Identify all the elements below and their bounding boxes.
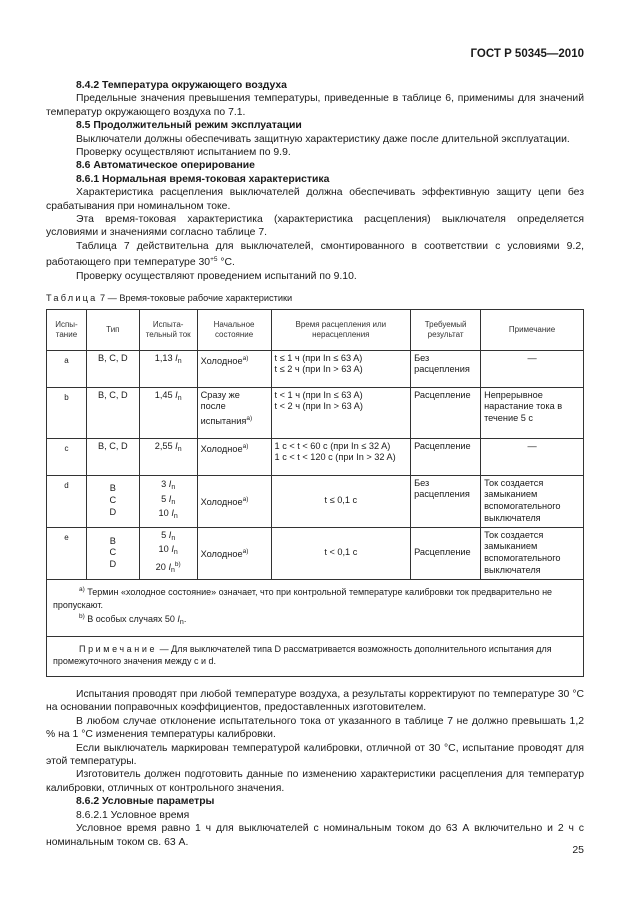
note-cell: Ток создается замыканием вспомогательного выключателя bbox=[481, 475, 584, 527]
footnote-text: Термин «холодное состояние» означает, что при контрольной температуре калибровки ток предварительно не пропускают. bbox=[53, 587, 553, 610]
paragraph: Если выключатель маркирован температурой калибровки, отличной от 30 °С, испытание проводят для этой температуры. bbox=[46, 742, 584, 768]
paragraph: Предельные значения превышения температуры, приведенные в таблице 6, применимы для значений температур окружающего воздуха по 7.1. bbox=[46, 93, 584, 118]
symbol: I bbox=[177, 614, 180, 625]
current-cell bbox=[139, 475, 197, 527]
current-line bbox=[143, 494, 194, 509]
subscript: n bbox=[171, 483, 176, 491]
symbol: I bbox=[168, 493, 172, 504]
type-line: C bbox=[109, 547, 117, 558]
table-7 bbox=[46, 309, 584, 678]
current-cell bbox=[139, 438, 197, 475]
current-value: 2,55 bbox=[154, 440, 173, 451]
note-rest: — Для выключателей типа D рассматривается возможность дополнительного испытания для промежуточного значения между c и d. bbox=[53, 643, 552, 667]
type-cell bbox=[86, 475, 139, 527]
table-header-row bbox=[47, 309, 584, 350]
column-header: Испыта-тельный ток bbox=[139, 309, 197, 350]
type-cell: В, С, D bbox=[86, 438, 139, 475]
footnote-mark: b) bbox=[174, 561, 181, 569]
standard-header: ГОСТ Р 50345—2010 bbox=[470, 48, 584, 60]
current-cell bbox=[139, 387, 197, 438]
subscript: n bbox=[171, 498, 176, 506]
note-cell: — bbox=[481, 350, 584, 387]
symbol: I bbox=[175, 440, 178, 451]
current-value: 20 bbox=[155, 562, 166, 573]
current-value: 10 bbox=[158, 508, 169, 519]
note-cell: — bbox=[481, 438, 584, 475]
state-text: Сразу же после испытания bbox=[200, 389, 247, 427]
current-value: 3 bbox=[161, 478, 167, 489]
test-cell: b bbox=[47, 387, 87, 438]
time-cell bbox=[271, 387, 411, 438]
heading-8-6-2: 8.6.2 Условные параметры bbox=[76, 796, 215, 808]
symbol: I bbox=[175, 389, 178, 400]
after-table-block bbox=[46, 688, 584, 849]
current-line bbox=[143, 559, 194, 577]
type-cell: В, С, D bbox=[86, 387, 139, 438]
table-footnotes bbox=[47, 580, 584, 637]
time-line: t < 2 ч (при In > 63 A) bbox=[274, 401, 363, 412]
current-value: 5 bbox=[161, 529, 167, 540]
state-cell bbox=[197, 527, 271, 579]
table-row bbox=[47, 527, 584, 579]
note-cell: Непрерывное нарастание тока в течение 5 с bbox=[481, 387, 584, 438]
table-note bbox=[47, 636, 584, 676]
heading-8-5: 8.5 Продолжительный режим эксплуатации bbox=[76, 120, 302, 132]
result-cell: Без расцепления bbox=[411, 475, 481, 527]
time-line: t ≤ 2 ч (при In > 63 A) bbox=[274, 364, 363, 375]
test-cell: d bbox=[47, 475, 87, 527]
page-number: 25 bbox=[572, 844, 584, 856]
subscript: n bbox=[171, 567, 175, 575]
footnote-mark: a) bbox=[242, 495, 249, 503]
subscript: n bbox=[171, 534, 176, 542]
paragraph: Эта время-токовая характеристика (характеристика расцепления) выключателя определяется условиями и значениями согласно таблице 7. bbox=[46, 214, 584, 239]
footnote-mark: a) bbox=[242, 354, 249, 362]
type-line: B bbox=[109, 483, 116, 494]
footnote-b: $^{b)}$ В особых случаях 50 $I_n$. bbox=[79, 613, 187, 627]
test-cell: a bbox=[47, 350, 87, 387]
time-cell: t ≤ 0,1 с bbox=[271, 475, 411, 527]
footnote-mark: a) bbox=[246, 415, 253, 423]
time-cell bbox=[271, 350, 411, 387]
paragraph: Условное время равно 1 ч для выключателей с номинальным током до 63 А включительно и 2 ч с номинальным током св. 63 А. bbox=[46, 823, 584, 848]
heading-8-6-1: 8.6.1 Нормальная время-токовая характеристика bbox=[76, 173, 330, 185]
type-line: B bbox=[109, 535, 116, 546]
paragraph: Проверку осуществляют проведением испытаний по 9.10. bbox=[76, 270, 357, 282]
symbol: I bbox=[168, 529, 172, 540]
result-cell: Расцепление bbox=[411, 387, 481, 438]
test-cell: e bbox=[47, 527, 87, 579]
paragraph: Проверку осуществляют испытанием по 9.9. bbox=[76, 147, 291, 159]
table-row bbox=[47, 438, 584, 475]
footnote-mark: a) bbox=[242, 442, 249, 450]
table-note-row bbox=[47, 636, 584, 676]
current-line bbox=[143, 530, 194, 545]
time-line: t < 1 ч (при In ≤ 63 A) bbox=[274, 389, 363, 400]
column-header: Начальное состояние bbox=[197, 309, 271, 350]
subscript: n bbox=[173, 513, 178, 521]
test-cell: c bbox=[47, 438, 87, 475]
table-caption bbox=[46, 292, 584, 305]
current-value: 1,45 bbox=[154, 389, 173, 400]
state-text: Холодное bbox=[200, 548, 243, 559]
current-value: 10 bbox=[158, 544, 169, 555]
column-header: Требуемый результат bbox=[411, 309, 481, 350]
state-cell bbox=[197, 350, 271, 387]
footnote-a bbox=[53, 584, 577, 611]
time-cell: t < 0,1 с bbox=[271, 527, 411, 579]
caption-text: 7 — Время-токовые рабочие характеристики bbox=[97, 293, 293, 304]
footnote-mark: a) bbox=[242, 547, 249, 555]
subscript: n bbox=[179, 619, 184, 627]
symbol: I bbox=[168, 562, 172, 573]
time-line: t ≤ 1 ч (при In ≤ 63 A) bbox=[274, 352, 363, 363]
text: Таблица 7 действительна для выключателей, смонтированного в соответствии с условиями 9.2, работающего при температуре 30 bbox=[46, 240, 584, 269]
type-line: D bbox=[109, 506, 117, 517]
footnote-mark: b) bbox=[79, 613, 85, 621]
subscript: n bbox=[177, 357, 182, 365]
paragraph: Испытания проводят при любой температуре воздуха, а результаты корректируют по температуре 30 °С на основании поправочных коэффициентов, предоставленных изготовителем. bbox=[46, 689, 584, 714]
note-text bbox=[53, 643, 577, 668]
time-line: 1 с < t < 60 с (при In ≤ 32 A) bbox=[274, 440, 391, 451]
document-body bbox=[46, 79, 584, 849]
heading-8-6-2-1: 8.6.2.1 Условное время bbox=[76, 809, 190, 821]
symbol: I bbox=[175, 352, 178, 363]
heading-8-6: 8.6 Автоматическое оперирование bbox=[76, 160, 255, 172]
paragraph: В любом случае отклонение испытательного тока от указанного в таблице 7 не должно превышать 1,2 % на 1 °С изменения температуры калибровки. bbox=[46, 715, 584, 741]
result-cell: Без расцепления bbox=[411, 350, 481, 387]
current-line bbox=[143, 479, 194, 494]
superscript: +5 bbox=[210, 256, 218, 264]
paragraph: Выключатели должны обеспечивать защитную характеристику даже после длительной эксплуатации. bbox=[76, 133, 570, 145]
current-cell bbox=[139, 527, 197, 579]
type-cell: В, С, D bbox=[86, 350, 139, 387]
current-value: 1,13 bbox=[154, 352, 173, 363]
time-line: 1 с < t < 120 с (при In > 32 A) bbox=[274, 452, 396, 463]
time-cell bbox=[271, 438, 411, 475]
table-footnotes-row bbox=[47, 580, 584, 637]
type-line: D bbox=[109, 559, 117, 570]
table-row bbox=[47, 475, 584, 527]
heading-8-4-2: 8.4.2 Температура окружающего воздуха bbox=[76, 80, 287, 91]
current-cell bbox=[139, 350, 197, 387]
table-row bbox=[47, 350, 584, 387]
type-cell bbox=[86, 527, 139, 579]
state-cell bbox=[197, 387, 271, 438]
paragraph: Характеристика расцепления выключателей должна обеспечивать эффективную защиту цепи без срабатывания при номинальном токе. bbox=[46, 187, 584, 212]
column-header: Время расцепления или нерасцепления bbox=[271, 309, 411, 350]
caption-word: Таблица bbox=[46, 293, 98, 304]
subscript: n bbox=[177, 445, 182, 453]
state-cell bbox=[197, 475, 271, 527]
note-cell: Ток создается замыканием вспомогательного выключателя bbox=[481, 527, 584, 579]
current-line bbox=[143, 508, 194, 523]
column-header: Испы-тание bbox=[47, 309, 87, 350]
note-word: Примечание bbox=[79, 643, 158, 654]
symbol: I bbox=[171, 508, 174, 519]
state-text: Холодное bbox=[200, 443, 243, 454]
state-cell bbox=[197, 438, 271, 475]
footnote-text: В особых случаях 50 bbox=[87, 614, 175, 625]
text: °С. bbox=[217, 257, 235, 269]
current-line bbox=[143, 544, 194, 559]
current-value: 5 bbox=[161, 493, 167, 504]
subscript: n bbox=[177, 394, 182, 402]
state-text: Холодное bbox=[200, 355, 243, 366]
table-row bbox=[47, 387, 584, 438]
symbol: I bbox=[171, 544, 174, 555]
column-header: Тип bbox=[86, 309, 139, 350]
subscript: n bbox=[173, 549, 178, 557]
paragraph: Изготовитель должен подготовить данные по изменению характеристики расцепления для температур калибровки, отличных от контрольного значения. bbox=[46, 769, 584, 794]
footnote-mark: a) bbox=[79, 586, 85, 594]
state-text: Холодное bbox=[200, 496, 243, 507]
symbol: I bbox=[168, 478, 172, 489]
type-line: C bbox=[109, 495, 117, 506]
result-cell: Расцепление bbox=[411, 527, 481, 579]
column-header: Примечание bbox=[481, 309, 584, 350]
paragraph bbox=[46, 240, 584, 270]
result-cell: Расцепление bbox=[411, 438, 481, 475]
